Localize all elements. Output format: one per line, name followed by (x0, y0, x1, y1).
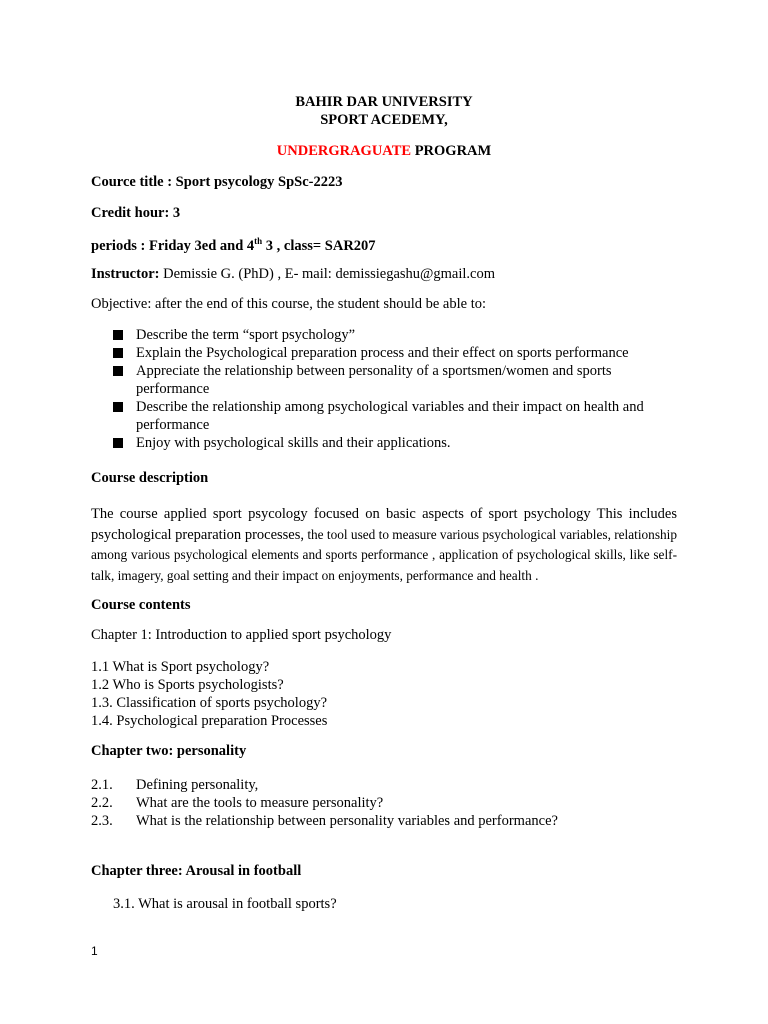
list-item: 1.1 What is Sport psychology? (91, 659, 270, 675)
program-line (0, 143, 768, 160)
square-bullet-icon (113, 438, 123, 448)
instructor-label: Instructor: (91, 266, 160, 282)
program-highlight: UNDERGRAGUATE (276, 143, 412, 159)
university-name: BAHIR DAR UNIVERSITY (295, 94, 473, 110)
square-bullet-icon (113, 330, 123, 340)
instructor-value: Demissie G. (PhD) , E- mail: demissiegashu@gmail.com (159, 266, 495, 282)
chapter3-item: 3.1. What is arousal in football sports? (113, 896, 337, 912)
objective-list (113, 326, 683, 452)
description-paragraph: The course applied sport psycology focused on basic aspects of sport psychology This includes psychological preparation processes, the tool used to measure various psychological variables, relationship among various psychological elements and sports performance , application of psychological skills, like self-talk, imagery, goal setting and their impact on enjoyments, performance and health . (91, 506, 677, 583)
chapter2-title: Chapter two: personality (91, 743, 247, 759)
periods-line: periods : Friday 3ed and 4th 3 , class= SAR207 (91, 236, 376, 254)
square-bullet-icon (113, 402, 123, 412)
chapter1-list (91, 658, 327, 730)
list-item: 1.3. Classification of sports psychology? (91, 695, 328, 711)
description-heading: Course description (91, 470, 209, 486)
chapter3-title: Chapter three: Arousal in football (91, 863, 302, 879)
list-item: Appreciate the relationship between personality of a sportsmen/women and sports performance (113, 362, 683, 398)
page-number: 1 (91, 944, 98, 958)
list-item: 1.2 Who is Sports psychologists? (91, 677, 284, 693)
square-bullet-icon (113, 366, 123, 376)
square-bullet-icon (113, 348, 123, 358)
list-item: 2.3. What is the relationship between personality variables and performance? (91, 813, 558, 829)
chapter1-title: Chapter 1: Introduction to applied sport psychology (91, 627, 392, 643)
list-item: Describe the term “sport psychology” (113, 326, 683, 344)
contents-heading: Course contents (91, 597, 191, 613)
chapter2-list (91, 776, 558, 830)
instructor-line (91, 266, 495, 283)
periods-superscript: th (254, 236, 263, 246)
credit-hour: Credit hour: 3 (91, 205, 181, 221)
list-item: 2.2. What are the tools to measure personality? (91, 795, 384, 811)
academy-name: SPORT ACEDEMY, (320, 112, 448, 128)
list-item: 1.4. Psychological preparation Processes (91, 713, 328, 729)
program-rest: PROGRAM (411, 143, 492, 159)
course-title: Cource title : Sport psycology SpSc-2223 (91, 174, 343, 190)
objective-intro: Objective: after the end of this course, the student should be able to: (91, 296, 487, 312)
list-item: Describe the relationship among psychological variables and their impact on health and performance (113, 398, 683, 434)
list-item: Enjoy with psychological skills and their applications. (113, 434, 683, 452)
list-item: Explain the Psychological preparation process and their effect on sports performance (113, 344, 683, 362)
list-item: 2.1. Defining personality, (91, 777, 259, 793)
